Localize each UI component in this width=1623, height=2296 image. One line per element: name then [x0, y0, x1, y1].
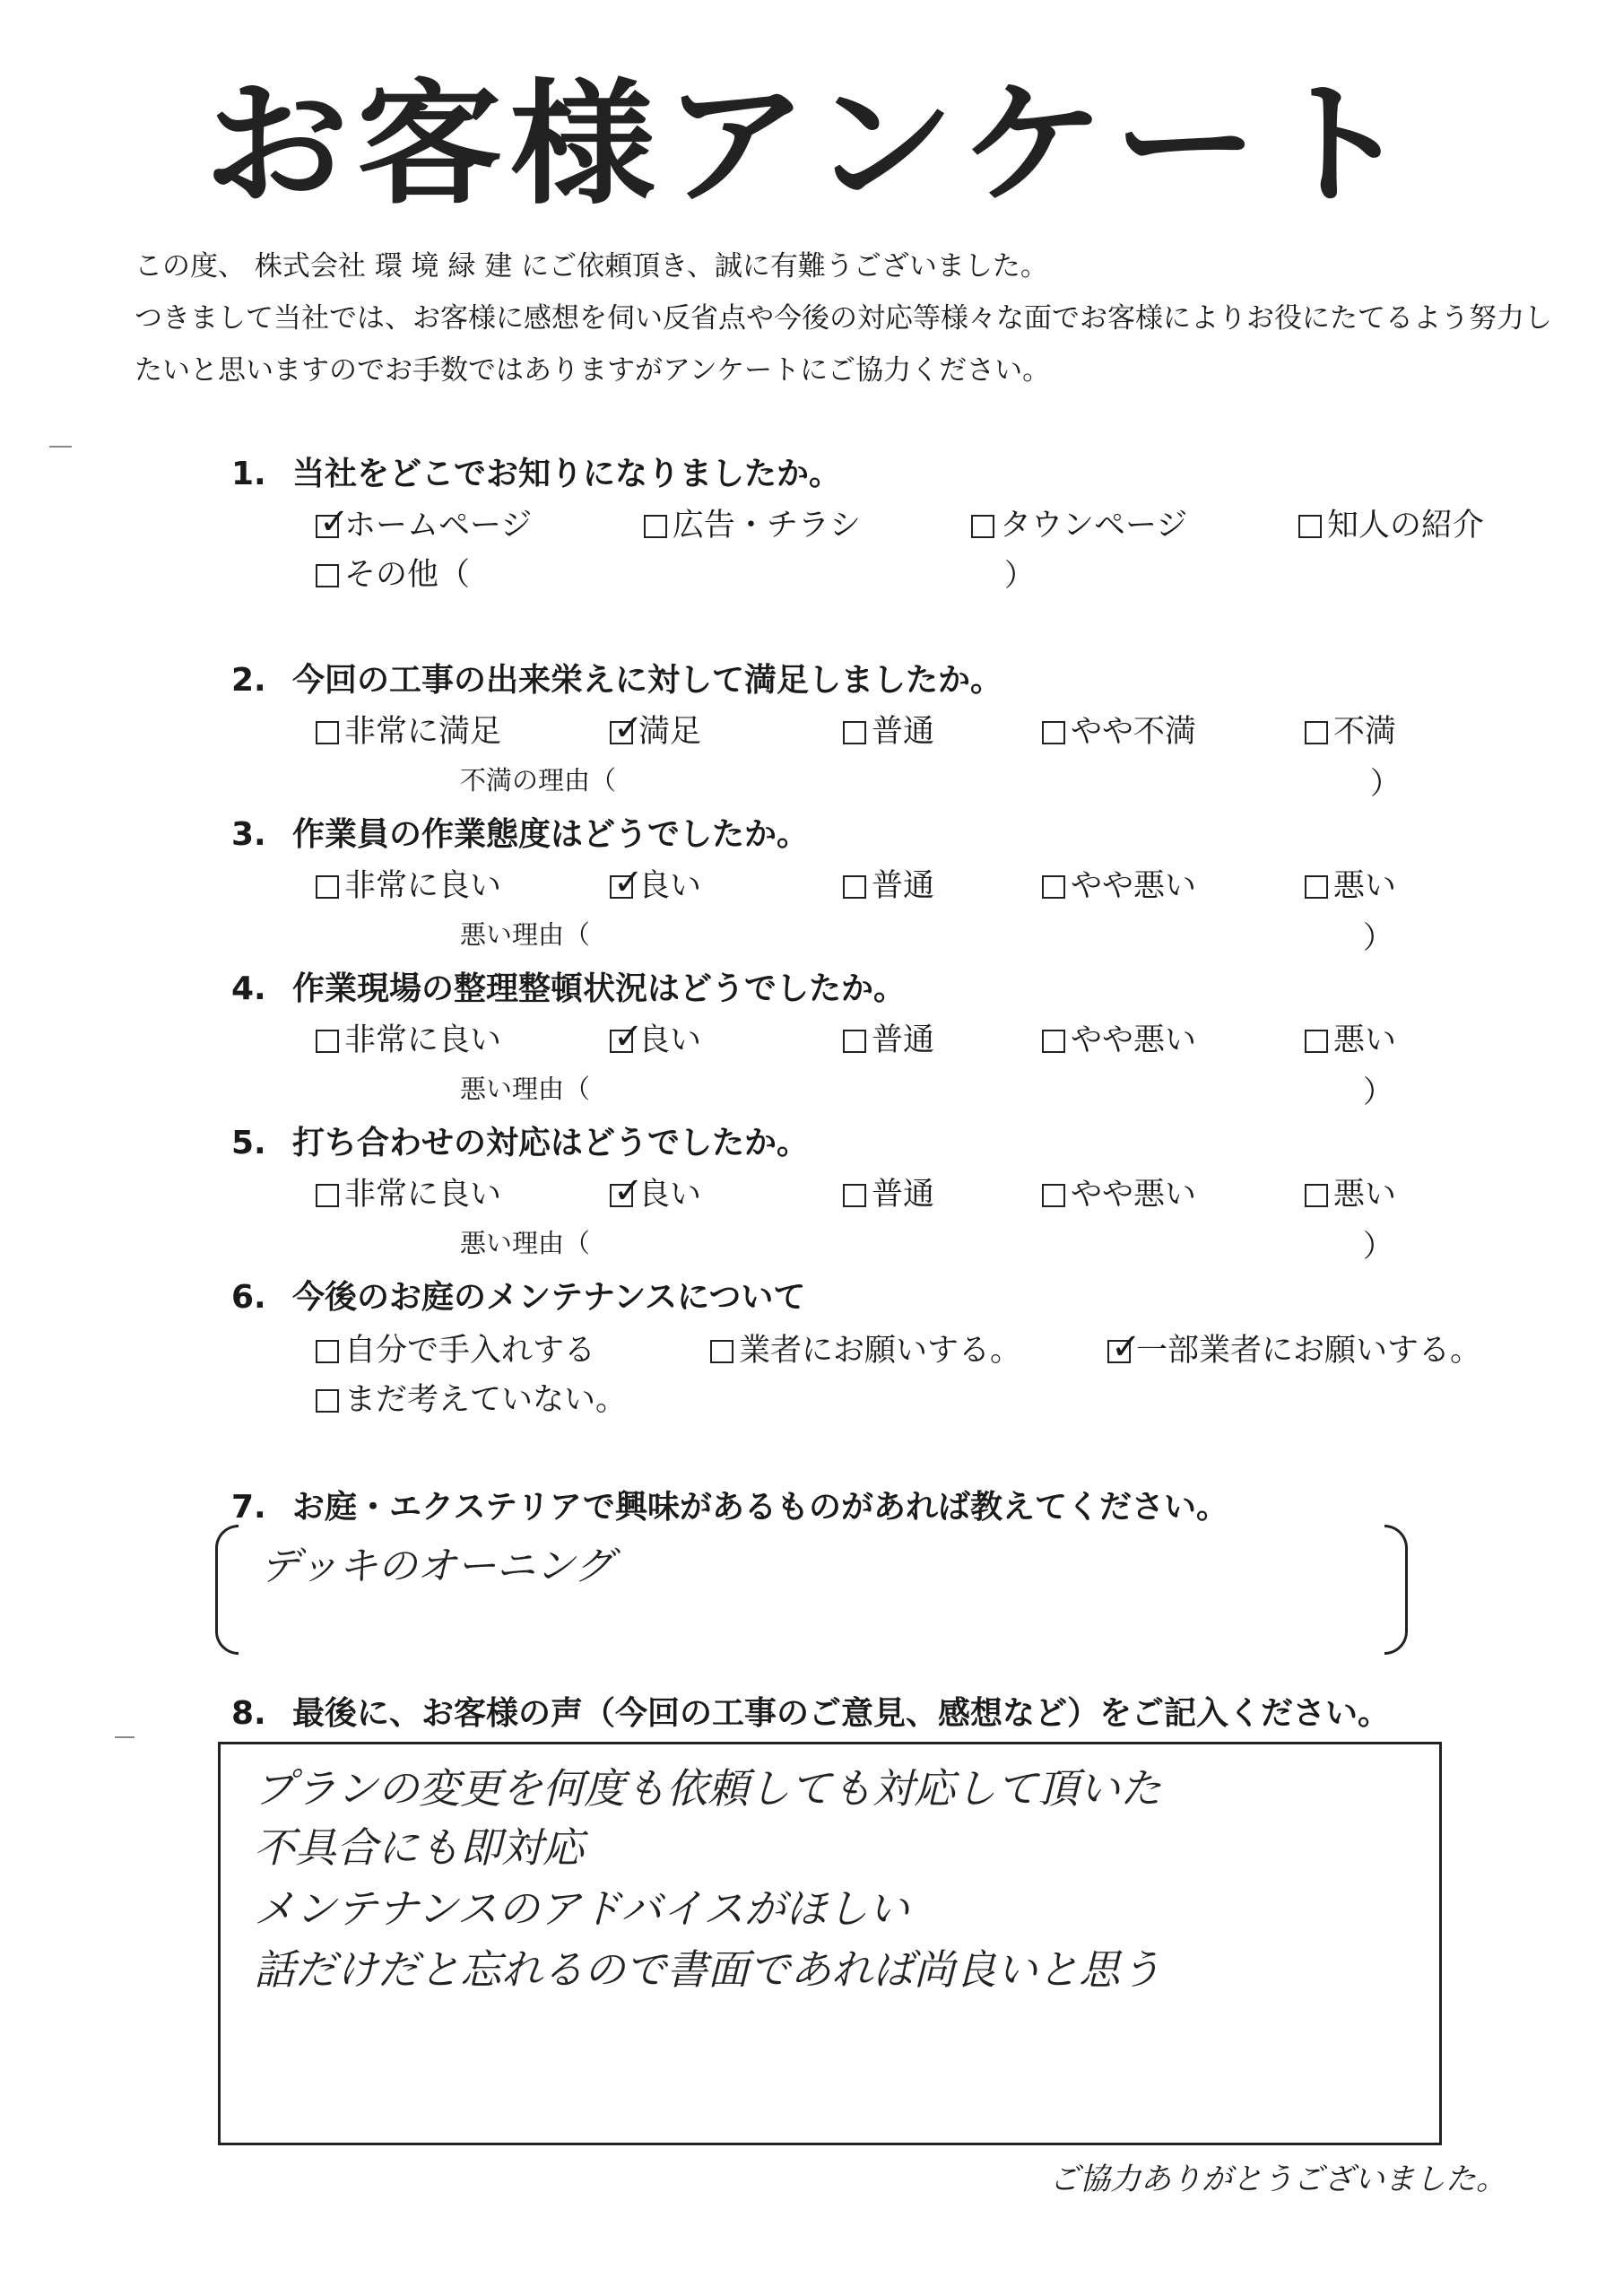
- q4-title: [231, 963, 906, 1009]
- checkbox-icon[interactable]: [1305, 721, 1328, 744]
- q6-option-2[interactable]: 業者にお願いする。: [710, 1326, 1021, 1370]
- intro-text: [135, 240, 1552, 396]
- q5-title: [231, 1118, 809, 1163]
- checkbox-icon[interactable]: [316, 1184, 339, 1207]
- check-mark-icon: ✓: [1111, 1326, 1141, 1368]
- checkbox-icon[interactable]: [316, 875, 339, 899]
- q7-text: お庭・エクステリアで興味があるものがあれば教えてください。: [292, 1489, 1229, 1526]
- q2-reason-label: 不満の理由（: [460, 765, 617, 796]
- left-bracket: [215, 1525, 239, 1655]
- q1-option-1[interactable]: ✓ ホームページ: [316, 500, 532, 545]
- q2-text: 今回の工事の出来栄えに対して満足しましたか。: [292, 662, 1003, 699]
- q4-option-1[interactable]: 非常に良い: [316, 1015, 501, 1060]
- checkbox-icon[interactable]: [843, 721, 866, 744]
- q4-reason-label: 悪い理由（: [460, 1074, 591, 1104]
- q3-reason-label: 悪い理由（: [460, 919, 591, 950]
- q3-option-4[interactable]: やや悪い: [1042, 861, 1196, 906]
- checkbox-icon[interactable]: [610, 1016, 644, 1057]
- checkbox-icon[interactable]: [644, 515, 667, 538]
- q2-option-4[interactable]: やや不満: [1042, 707, 1196, 752]
- closing-message: ご協力ありがとうございました。: [1049, 2161, 1506, 2197]
- q3-option-1[interactable]: 非常に良い: [316, 861, 501, 906]
- checkbox-icon[interactable]: [971, 515, 994, 538]
- q6-option-4[interactable]: まだ考えていない。: [316, 1375, 627, 1420]
- q2-option-5[interactable]: 不満: [1305, 707, 1396, 752]
- checkbox-icon[interactable]: [316, 721, 339, 744]
- check-mark-icon: ✓: [613, 708, 644, 749]
- q3-option-5[interactable]: 悪い: [1305, 861, 1396, 906]
- q1-option-3[interactable]: タウンページ: [971, 500, 1187, 545]
- checkbox-icon[interactable]: [843, 1030, 866, 1053]
- q1-option-4[interactable]: 知人の紹介: [1298, 500, 1484, 545]
- q4-number: 4.: [231, 970, 266, 1007]
- checkbox-icon[interactable]: [1042, 1030, 1065, 1053]
- intro-line-3: たいと思いますのでお手数ではありますがアンケートにご協力ください。: [135, 354, 1051, 387]
- q5-option-5[interactable]: 悪い: [1305, 1170, 1396, 1214]
- right-bracket: [1384, 1525, 1408, 1655]
- q4-text: 作業現場の整理整頓状況はどうでしたか。: [292, 970, 907, 1007]
- q1-title: [231, 448, 841, 494]
- check-mark-icon: ✓: [613, 1016, 644, 1057]
- checkbox-icon[interactable]: [1298, 515, 1322, 538]
- q1-number: 1.: [231, 456, 266, 492]
- q2-close-paren: ）: [1370, 766, 1401, 802]
- checkbox-icon[interactable]: [1107, 1326, 1141, 1368]
- checkbox-icon[interactable]: [316, 501, 350, 543]
- q1-option-2[interactable]: 広告・チラシ: [644, 500, 861, 545]
- q2-option-3[interactable]: 普通: [843, 707, 934, 752]
- q4-option-4[interactable]: やや悪い: [1042, 1015, 1196, 1060]
- q1-close-paren: ）: [1004, 558, 1035, 594]
- checkbox-icon[interactable]: [843, 1184, 866, 1207]
- q8-handwritten-line-3: メンテナンスのアドバイスがほしい: [254, 1884, 909, 1933]
- q6-number: 6.: [231, 1279, 266, 1316]
- checkbox-icon[interactable]: [316, 1340, 339, 1363]
- q5-reason-label: 悪い理由（: [460, 1228, 591, 1258]
- intro-line-2: つきまして当社では、お客様に感想を伺い反省点や今後の対応等様々な面でお客様によりお役にたてるよう努力し: [135, 302, 1552, 335]
- q2-number: 2.: [231, 662, 266, 699]
- checkbox-icon[interactable]: [1042, 1184, 1065, 1207]
- q6-title: [231, 1272, 805, 1318]
- q5-option-2[interactable]: ✓ 良い: [610, 1170, 701, 1214]
- checkbox-icon[interactable]: [316, 564, 339, 587]
- q3-text: 作業員の作業態度はどうでしたか。: [292, 816, 810, 853]
- q2-option-1[interactable]: 非常に満足: [316, 707, 501, 752]
- q6-option-3[interactable]: ✓ 一部業者にお願いする。: [1107, 1326, 1481, 1370]
- q3-number: 3.: [231, 816, 266, 853]
- q5-option-4[interactable]: やや悪い: [1042, 1170, 1196, 1214]
- q4-option-5[interactable]: 悪い: [1305, 1015, 1396, 1060]
- check-mark-icon: ✓: [613, 1170, 644, 1212]
- checkbox-icon[interactable]: [610, 708, 644, 749]
- q6-option-1[interactable]: 自分で手入れする: [316, 1326, 595, 1370]
- survey-title: お客様アンケート: [204, 67, 1419, 223]
- check-mark-icon: ✓: [319, 501, 350, 543]
- checkbox-icon[interactable]: [1305, 875, 1328, 899]
- margin-mark: [49, 446, 72, 448]
- q2-title: [231, 655, 1002, 700]
- q3-title: [231, 809, 809, 855]
- q4-option-3[interactable]: 普通: [843, 1015, 934, 1060]
- checkbox-icon[interactable]: [1305, 1030, 1328, 1053]
- q8-handwritten-line-4: 話だけだと忘れるので書面であれば尚良いと思う: [254, 1945, 1161, 1994]
- q7-handwritten-answer: デッキのオーニング: [260, 1544, 614, 1589]
- q1-text: 当社をどこでお知りになりましたか。: [292, 456, 842, 492]
- q4-option-2[interactable]: ✓ 良い: [610, 1015, 701, 1060]
- q5-close-paren: ）: [1363, 1229, 1393, 1265]
- checkbox-icon[interactable]: [1305, 1184, 1328, 1207]
- q3-close-paren: ）: [1363, 920, 1393, 956]
- checkbox-icon[interactable]: [1042, 875, 1065, 899]
- q4-close-paren: ）: [1363, 1074, 1393, 1110]
- q5-option-1[interactable]: 非常に良い: [316, 1170, 501, 1214]
- q8-number: 8.: [231, 1695, 266, 1732]
- q5-number: 5.: [231, 1125, 266, 1161]
- checkbox-icon[interactable]: [710, 1340, 733, 1363]
- q5-option-3[interactable]: 普通: [843, 1170, 934, 1214]
- q7-number: 7.: [231, 1489, 266, 1526]
- q3-option-3[interactable]: 普通: [843, 861, 934, 906]
- checkbox-icon[interactable]: [610, 862, 644, 903]
- q3-option-2[interactable]: ✓ 良い: [610, 861, 701, 906]
- q8-title: [231, 1688, 1390, 1734]
- q6-text: 今後のお庭のメンテナンスについて: [292, 1279, 806, 1316]
- q2-option-2[interactable]: ✓ 満足: [610, 707, 701, 752]
- margin-mark: [115, 1736, 135, 1738]
- q8-text: 最後に、お客様の声（今回の工事のご意見、感想など）をご記入ください。: [292, 1695, 1391, 1732]
- q5-text: 打ち合わせの対応はどうでしたか。: [292, 1125, 810, 1161]
- checkbox-icon[interactable]: [316, 1389, 339, 1413]
- q1-option-other[interactable]: その他（: [316, 550, 470, 595]
- q8-handwritten-line-2: 不具合にも即対応: [254, 1823, 584, 1872]
- checkbox-icon[interactable]: [316, 1030, 339, 1053]
- q7-title: [231, 1482, 1228, 1527]
- q8-handwritten-line-1: プランの変更を何度も依頼しても対応して頂いた: [254, 1764, 1161, 1813]
- checkbox-icon[interactable]: [1042, 721, 1065, 744]
- intro-line-1: この度、 株式会社 環 境 緑 建 にご依頼頂き、誠に有難うございました。: [135, 250, 1048, 283]
- checkbox-icon[interactable]: [610, 1170, 644, 1212]
- check-mark-icon: ✓: [613, 862, 644, 903]
- checkbox-icon[interactable]: [843, 875, 866, 899]
